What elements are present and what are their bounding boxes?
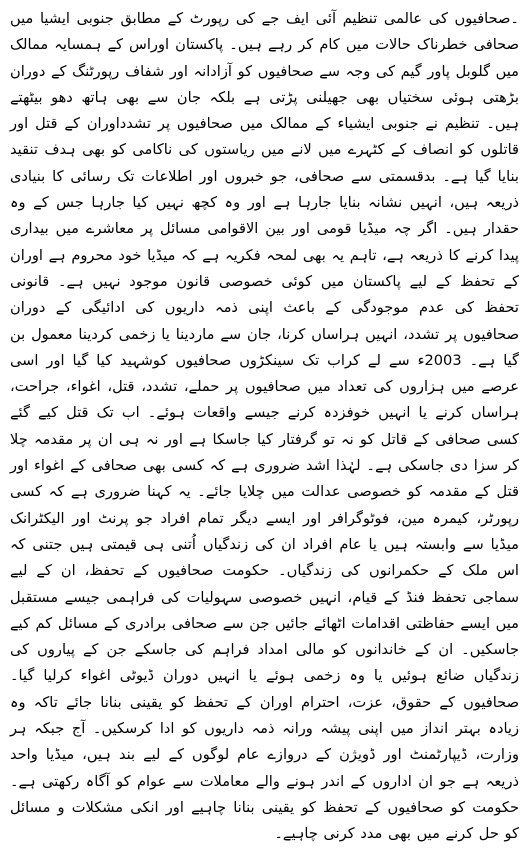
article-body: ۔صحافیوں کی عالمی تنظیم آئی ایف جے کی رپورٹ کے مطابق جنوبی ایشیا میں صحافی خطرناک حالات میں کام کر رہے ہیں۔ پاکستان اوراس کے ہمسایہ ممالک میں گلوبل پاور گیم کی وجہ سے صحافیوں کو آزادانہ اور شفاف رپورٹنگ کے دوران بڑھتی ہوئی سختیاں بھی جھیلنی پڑتی ہے بلکہ جان سے بھی ہاتھ دھو بیٹھتے ہیں۔ تنظیم نے جنوبی ایشیاء کے ممالک میں صحافیوں پر تشدداوران کے قتل اور قاتلوں کو انصاف کے کٹہرے میں لانے میں ریاستوں کی ناکامی کو بھی ہدف تنقید بنایا گیا ہے۔ بدقسمتی سے صحافی، جو خبروں اور اطلاعات تک رسائی کا بنیادی ذریعہ ہیں، انہیں نشانہ بنایا جارہا ہے اور وہ کچھ نہیں کیا جارہا جس کے وہ حقدار ہیں۔ اگر چہ میڈیا قومی اور بین الاقوامی مسائل پر معاشرے میں بیداری پیدا کرنے کا ذریعہ ہے، تاہم یہ بھی لمحہ فکریہ ہے کہ میڈیا خود محروم ہے اوران کے تحفظ کے لیے پاکستان میں کوئی خصوصی قانون موجود نہیں ہے۔ قانونی تحفظ کی عدم موجودگی کے باعث اپنی ذمہ داریوں کی ادائیگی کے دوران صحافیوں پر تشدد، انہیں ہراساں کرنا، جان سے ماردینا یا زخمی کردینا معمول بن گیا ہے۔ 2003ء سے لے کراب تک سینکڑوں صحافیوں کوشہید کیا گیا اور اسی عرصے میں ہزاروں کی تعداد میں صحافیوں پر حملے، تشدد، قتل، اغواء، جراحت، ہراساں کرنے یا انہیں خوفزدہ کرنے جیسے واقعات ہوئے۔ اب تک قتل کیے گئے کسی صحافی کے قاتل کو نہ تو گرفتار کیا جاسکا ہے اور نہ ہی ان پر مقدمہ چلا کر سزا دی جاسکی ہے۔ لہٰذا اشد ضروری ہے کہ کسی بھی صحافی کے اغواء اور قتل کے مقدمہ کو خصوصی عدالت میں چلایا جائے۔ یہ کہنا ضروری ہے کہ کسی رپورٹر، کیمرہ مین، فوٹوگرافر اور ایسے دیگر تمام افراد جو پرنٹ اور الیکٹرانک میڈیا سے وابستہ ہیں یا عام افراد ان کی زندگیاں اُتنی ہی قیمتی ہیں جتنی کہ اس ملک کے حکمرانوں کی زندگیاں۔ حکومت صحافیوں کے تحفظ، ان کے لیے سماجی تحفظ فنڈ کے قیام، انہیں خصوصی سہولیات کی فراہمی جیسے مستقبل میں ایسے حفاظتی اقدامات اٹھائے جائیں جن سے صحافی برادری کے مسائل کم کیے جاسکیں۔ ان کے خاندانوں کو مالی امداد فراہم کی جاسکے جن کے پیاروں کی زندگیاں ضائع ہوئیں یا وہ زخمی ہوئے یا انہیں دوران ڈیوٹی اغواء کرلیا گیا۔ صحافیوں کے حقوق، عزت، احترام اوران کے تحفظ کو یقینی بنانا جائے تاکہ وہ زیادہ بہتر انداز میں اپنی پیشہ ورانہ ذمہ داریوں کو ادا کرسکیں۔ آج جبکہ ہر وزارت، ڈیپارٹمنٹ اور ڈویژن کے دروازے عام لوگوں کے لیے بند ہیں، میڈیا واحد ذریعہ ہے جو ان اداروں کے اندر ہونے والے معاملات سے عوام کو آگاہ رکھتی ہے۔ حکومت کو صحافیوں کے تحفظ کو یقینی بنانا چاہیے اور انکی مشکلات و مسائل کو حل کرنے میں بھی مدد کرنی چاہیے۔ (9, 10, 520, 843)
